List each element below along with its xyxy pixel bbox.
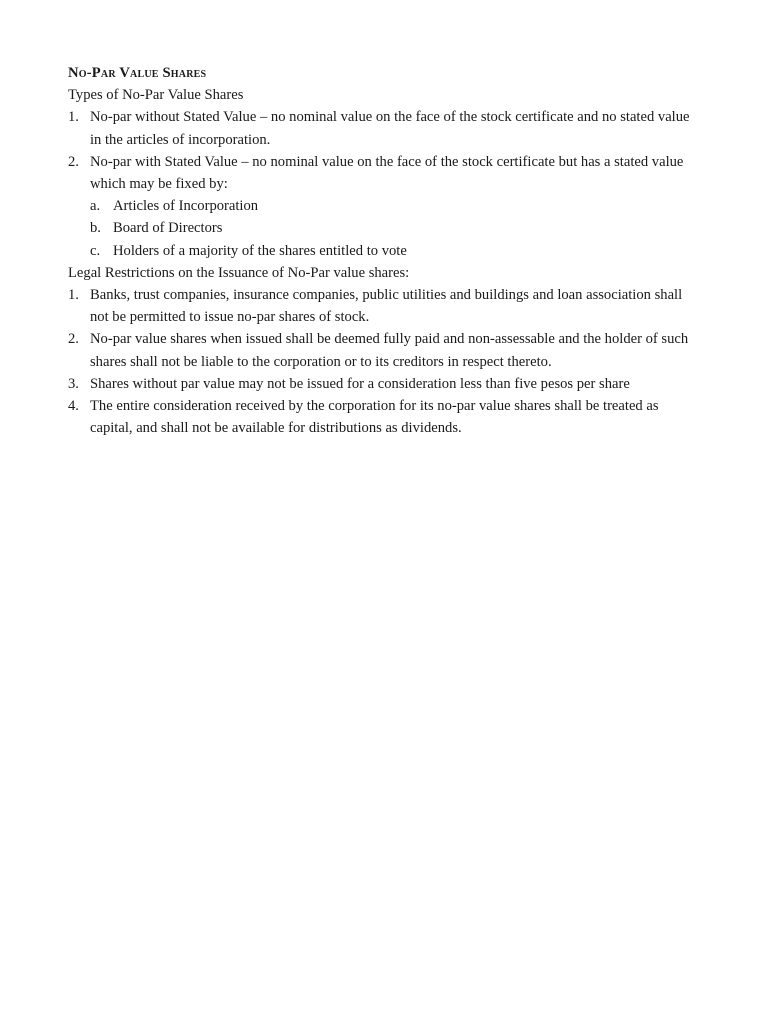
sublist-item: [90, 195, 698, 217]
list-number: 2.: [68, 153, 79, 170]
list-item-text: No-par value shares when issued shall be deemed fully paid and non-assessable and the holder of such shares shall not be liable to the corporation or to its creditors in respect thereto.: [90, 331, 689, 370]
list-item: [68, 395, 698, 439]
document-page: [68, 62, 698, 439]
list-item-text: Banks, trust companies, insurance companies, public utilities and buildings and loan association shall not be permitted to issue no-par shares of stock.: [90, 287, 683, 326]
stated-value-sublist: [90, 195, 698, 262]
types-list: [68, 106, 698, 261]
list-item-text: The entire consideration received by the corporation for its no-par value shares shall be treated as capital, and shall not be available for distributions as dividends.: [90, 398, 659, 437]
list-item: [68, 373, 698, 395]
sublist-letter: a.: [90, 198, 101, 215]
list-number: 1.: [68, 287, 79, 304]
restrictions-list: [68, 284, 698, 439]
sublist-letter: c.: [90, 242, 101, 259]
list-number: 1.: [68, 109, 79, 126]
list-item-text: No-par with Stated Value – no nominal value on the face of the stock certificate but has a stated value which may be fixed by:: [90, 153, 684, 193]
list-item: [68, 328, 698, 372]
sublist-letter: b.: [90, 220, 101, 237]
list-number: 2.: [68, 331, 79, 348]
sublist-item-text: Board of Directors: [113, 220, 223, 237]
section-title: No-Par Value Shares: [68, 65, 207, 81]
sublist-item-text: Articles of Incorporation: [113, 198, 259, 215]
list-item: [68, 284, 698, 328]
list-item-text: No-par without Stated Value – no nominal value on the face of the stock certificate and no stated value in the articles of incorporation.: [90, 109, 690, 148]
sublist-item: [90, 217, 698, 239]
list-item-text: Shares without par value may not be issued for a consideration less than five pesos per share: [90, 375, 630, 392]
sublist-item-text: Holders of a majority of the shares entitled to vote: [113, 242, 407, 259]
list-number: 4.: [68, 398, 79, 415]
list-item: [68, 106, 698, 150]
types-heading: Types of No-Par Value Shares: [68, 87, 244, 104]
list-item: [68, 151, 698, 262]
list-number: 3.: [68, 375, 79, 392]
sublist-item: [90, 240, 698, 262]
restrictions-heading: Legal Restrictions on the Issuance of No-Par value shares:: [68, 264, 410, 281]
